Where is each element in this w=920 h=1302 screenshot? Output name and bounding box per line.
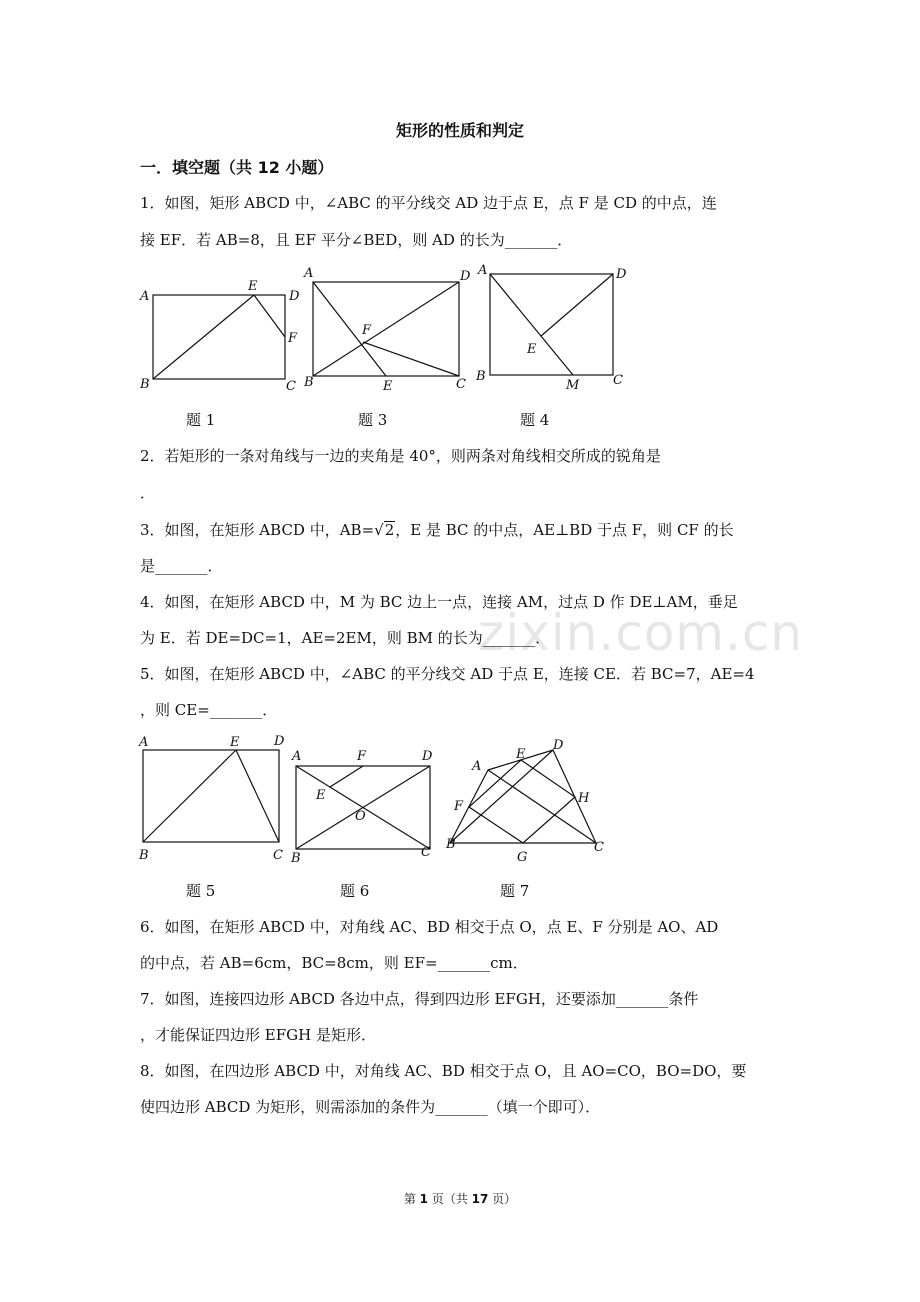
label-C: C	[286, 379, 296, 394]
label-E: E	[383, 379, 393, 394]
figure-question-4	[474, 262, 634, 397]
label-G: G	[517, 850, 528, 865]
caption-figure-5: 题 5	[186, 882, 216, 900]
caption-figure-4: 题 4	[520, 411, 550, 429]
label-M: M	[566, 378, 580, 393]
label-A: A	[292, 749, 302, 764]
label-B: B	[304, 375, 314, 390]
caption-figure-6: 题 6	[340, 882, 370, 900]
question-5-line-1: 5．如图，在矩形 ABCD 中，∠ABC 的平分线交 AD 于点 E，连接 CE．若 BC=7，AE=4	[140, 665, 755, 683]
caption-figure-7: 题 7	[500, 882, 530, 900]
caption-figure-3: 题 3	[358, 411, 388, 429]
question-8-line-1: 8．如图，在四边形 ABCD 中，对角线 AC、BD 相交于点 O，且 AO=CO，BO=DO，要	[140, 1062, 747, 1080]
question-6-line-1: 6．如图，在矩形 ABCD 中，对角线 AC、BD 相交于点 O，点 E、F 分别是 AO、AD	[140, 918, 719, 936]
question-3-text-pre: 3．如图，在矩形 ABCD 中，AB=	[140, 521, 375, 539]
caption-figure-1: 题 1	[186, 411, 216, 429]
footer-page-number: 1	[419, 1192, 428, 1206]
label-C: C	[613, 373, 623, 388]
label-E: E	[230, 735, 240, 750]
label-B: B	[291, 851, 301, 866]
section-heading: 一．填空题（共 12 小题）	[140, 158, 334, 177]
label-O: O	[355, 809, 366, 824]
question-1-line-2: 接 EF．若 AB=8，且 EF 平分∠BED，则 AD 的长为_______．	[140, 231, 573, 249]
figure-question-7	[446, 732, 616, 867]
label-D: D	[274, 734, 285, 749]
label-E: E	[516, 747, 526, 762]
question-3-line-2: 是_______．	[140, 557, 223, 575]
label-C: C	[421, 845, 431, 860]
label-C: C	[273, 848, 283, 863]
label-F: F	[362, 323, 372, 338]
label-H: H	[578, 791, 590, 806]
watermark: zixin.com.cn	[478, 604, 804, 662]
label-B: B	[139, 848, 149, 863]
footer-pre: 第	[403, 1192, 420, 1206]
page-title: 矩形的性质和判定	[395, 121, 524, 140]
figure-question-3	[300, 262, 480, 397]
sqrt-sign: √	[374, 521, 384, 539]
question-7-line-1: 7．如图，连接四边形 ABCD 各边中点，得到四边形 EFGH，还要添加_______条件	[140, 990, 699, 1008]
label-F: F	[357, 749, 367, 764]
question-7-line-2: ，才能保证四边形 EFGH 是矩形．	[140, 1026, 376, 1044]
question-3-line-1	[140, 520, 734, 540]
label-E: E	[527, 342, 537, 357]
figure-question-5	[136, 728, 296, 863]
question-3-text-post: ，E 是 BC 的中点，AE⊥BD 于点 F，则 CF 的长	[395, 521, 734, 539]
label-D: D	[553, 738, 564, 753]
label-F: F	[454, 799, 464, 814]
label-A: A	[478, 263, 488, 278]
label-B: B	[476, 369, 486, 384]
question-2-line-1: 2．若矩形的一条对角线与一边的夹角是 40°，则两条对角线相交所成的锐角是	[140, 447, 661, 465]
label-A: A	[139, 735, 149, 750]
label-D: D	[616, 267, 627, 282]
question-5-line-2: ，则 CE=_______．	[140, 701, 278, 719]
footer-total-pages: 17	[471, 1192, 489, 1206]
page-footer	[0, 1190, 920, 1207]
label-A: A	[472, 759, 482, 774]
label-F: F	[288, 331, 298, 346]
label-D: D	[289, 289, 300, 304]
figure-question-1	[136, 272, 306, 392]
label-B: B	[140, 377, 150, 392]
footer-mid: 页（共	[428, 1192, 472, 1206]
question-4-line-2: 为 E．若 DE=DC=1，AE=2EM，则 BM 的长为_______．	[140, 629, 551, 647]
footer-post: 页）	[488, 1192, 517, 1206]
label-E: E	[316, 788, 326, 803]
label-B: B	[446, 837, 456, 852]
question-1-line-1: 1．如图，矩形 ABCD 中，∠ABC 的平分线交 AD 边于点 E，点 F 是 CD 的中点，连	[140, 194, 717, 212]
label-C: C	[456, 377, 466, 392]
figure-question-6	[288, 744, 448, 869]
label-E: E	[248, 279, 258, 294]
label-D: D	[422, 749, 433, 764]
label-D: D	[460, 269, 471, 284]
question-8-line-2: 使四边形 ABCD 为矩形，则需添加的条件为_______（填一个即可）．	[140, 1098, 601, 1116]
label-A: A	[304, 266, 314, 281]
question-4-line-1: 4．如图，在矩形 ABCD 中，M 为 BC 边上一点，连接 AM，过点 D 作 DE⊥AM，垂足	[140, 593, 738, 611]
label-A: A	[140, 289, 150, 304]
question-6-line-2: 的中点，若 AB=6cm，BC=8cm，则 EF=_______cm．	[140, 954, 528, 972]
sqrt-radicand: 2	[384, 521, 395, 539]
question-2-line-2: ．	[140, 484, 156, 502]
label-C: C	[594, 840, 604, 855]
